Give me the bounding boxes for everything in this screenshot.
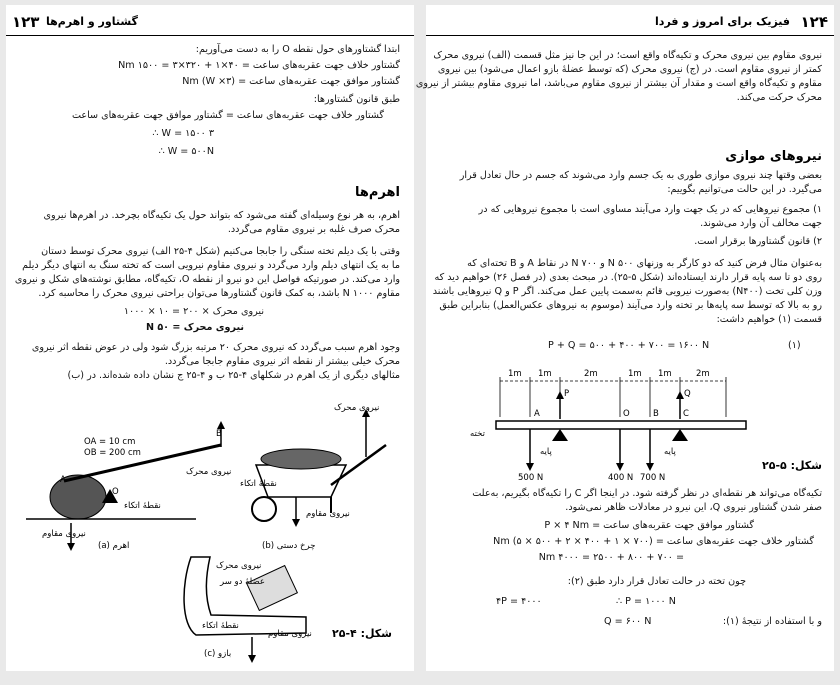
stand-label: پایه <box>664 447 676 457</box>
moving-force-label: نیروی محرک <box>186 467 232 477</box>
point-a-label: A <box>60 475 66 485</box>
arrow-head <box>646 463 654 471</box>
text-line: کمتر از نیروی مقاوم است. در (ج) نیروی محرک (که توسط عضلهٔ بازو اعمال می‌شود) بین نیروی <box>437 64 822 75</box>
text-line: طبق قانون گشتاورها: <box>313 94 400 105</box>
muscle-label: عضلهٔ دو سر <box>220 577 265 587</box>
text-line: تکیه‌گاه می‌تواند هر نقطه‌ای در نظر گرفته شود. در اینجا اگر C را تکیه‌گاه بگیریم، به‌علت <box>472 488 822 499</box>
text-line: محرک خیلی بیشتر از نقطه اثر نیروی مقاوم جابجا می‌گردد. <box>164 356 400 367</box>
page-number: ۱۲۴ <box>800 13 828 31</box>
text-line: و با استفاده از نتیجهٔ (۱): <box>722 616 822 627</box>
caption-c: بازو (c) <box>204 649 232 659</box>
point-a-label: A <box>534 409 540 419</box>
moving-force-label: نیروی محرک <box>216 561 262 571</box>
text-line: روی دو تا سه پایه قرار دارند ایستاده‌اند (شکل ۵-۲۵). در مبحث بعدی (در فصل ۲۶) خواهیم دید که <box>434 272 822 283</box>
text-line: مقاوم N ۱۰۰۰ باشد، به کمک قانون گشتاورها می‌توان براحتی نیروی محرک را محاسبه کرد. <box>38 288 400 299</box>
force-label-700: 700 N <box>640 473 666 483</box>
p-label: P <box>564 389 570 399</box>
stand-shape <box>672 429 688 441</box>
text-line: وارد می‌کند. در صورتیکه فواصل این دو نیرو از نقطه O، تکیه‌گاه، مطابق نوشته‌های شکل و نیروی <box>14 274 400 285</box>
section-title: نیروهای موازی <box>725 149 822 164</box>
text-line: وجود اهرم سبب می‌گردد که نیروی محرک ۲۰ مرتبه بزرگ شود ولی در عوض نقطه اثر نیروی <box>31 342 400 353</box>
equation: W = ۵۰۰N ∴ <box>158 146 214 157</box>
stand-label: پایه <box>540 447 552 457</box>
resistive-force-label: نیروی مقاوم <box>42 529 86 539</box>
equation: نیروی محرک = ۵۰ N <box>145 322 244 333</box>
text-line: ابتدا گشتاورهای حول نقطه O را به دست می‌آوریم: <box>195 44 400 55</box>
page-number: ۱۲۳ <box>12 13 40 31</box>
left-page-header <box>6 9 414 36</box>
dimension-label: 1m <box>628 369 642 379</box>
arrow-head <box>217 421 225 429</box>
text-line: اهرم، به هر نوع وسیله‌ای گفته می‌شود که بتواند حول یک تکیه‌گاه بچرخد. در اهرم‌ها نیروی <box>43 210 400 221</box>
text-line: به‌عنوان مثال فرض کنید که دو کارگر به وزنهای N ۵۰۰ و N ۷۰۰ در نقاط A و B تخته‌ای که <box>467 258 822 269</box>
text-line: محرک صرف غلبه بر نیروی مقاوم می‌گردد. <box>227 224 400 235</box>
text-line: صفر شدن گشتاور نیروی Q، این نیرو در معادلات ظاهر نمی‌شود. <box>565 502 822 513</box>
text-line: ما به یک انتهای دیلم وارد می‌گردد و نیروی مقاوم نیرویی است که تخته سنگ به انتهای دیگر دیلم <box>22 260 400 271</box>
equation: = ۷۰۰ + ۸۰۰ + ۲۵۰۰ = ۴۰۰۰ Nm <box>538 552 684 563</box>
board-shape <box>496 421 746 429</box>
right-page-header <box>426 9 834 36</box>
figure-label: شکل: ۵-۲۵ <box>762 459 822 472</box>
equation: گشتاور خلاف جهت عقربه‌های ساعت = (۷۰۰ × ۱ + ۴۰۰ × ۲ + ۵۰۰ × ۵) Nm <box>493 536 814 547</box>
arrow-head <box>616 463 624 471</box>
point-c-label: C <box>683 409 689 419</box>
text-line: مثالهای دیگری از یک اهرم در شکلهای ۴-۲۵ ب و ۴-۲۵ ج نشان داده شده‌اند. در (ب) <box>67 370 400 381</box>
text-line: قسمت (۱) خواهیم داشت: <box>716 314 822 325</box>
weight-block <box>247 566 298 611</box>
section-title: اهرم‌ها <box>355 185 400 200</box>
wheel-shape <box>252 497 276 521</box>
arrow-head <box>248 655 256 663</box>
equation: P + Q = ۵۰۰ + ۴۰۰ + ۷۰۰ = ۱۶۰۰ N <box>548 340 710 351</box>
right-page <box>415 5 834 671</box>
caption-a: اهرم (a) <box>98 541 130 551</box>
dimension-label: 1m <box>658 369 672 379</box>
equation: ۳ W = ۱۵۰۰ ∴ <box>152 128 214 139</box>
figure-label: شکل: ۴-۲۵ <box>332 627 392 640</box>
dimension-label: 1m <box>508 369 522 379</box>
fulcrum-label: نقطهٔ اتکاء <box>202 621 239 631</box>
text-line: رو به بالا که توسط سه پایه‌ها بر تخته وارد می‌آیند (موسوم به نیروهای عکس‌العمل) بنابراین طبق <box>439 300 822 311</box>
equation: Q = ۶۰۰ N <box>604 616 652 627</box>
text-line: ۲) قانون گشتاورها برقرار است. <box>694 236 822 247</box>
left-page <box>6 5 414 671</box>
rock-shape <box>50 475 106 519</box>
text-line: ۱) مجموع نیروهایی که در یک جهت وارد می‌آیند مساوی است با مجموع نیروهایی که در <box>478 204 822 215</box>
oa-label: OA = 10 cm <box>84 437 136 447</box>
resistive-force-label: نیروی مقاوم <box>306 509 350 519</box>
text-line: وقتی با یک دیلم تخته سنگی را جابجا می‌کنیم (شکل ۴-۲۵ الف) نیروی محرک توسط دستان <box>41 246 400 257</box>
wheelbarrow-load <box>261 449 341 469</box>
equation: گشتاور موافق جهت عقربه‌های ساعت = P × ۴ Nm <box>544 520 754 531</box>
board-label: تخته <box>470 429 485 439</box>
text-line: وزن کلی تخت (N۴۰۰) به‌صورت نیرویی قائم به‌سمت پایین عمل می‌کند. اگر P و Q نیروهایی باشند <box>432 286 822 297</box>
resistive-force-label: نیروی مقاوم <box>268 629 312 639</box>
point-o-label: O <box>112 487 119 497</box>
dimension-label: 1m <box>538 369 552 379</box>
point-b-label: B <box>216 429 222 439</box>
equation: نیروی محرک × ۲۰۰ = ۱۰ × ۱۰۰۰ <box>123 306 264 317</box>
force-label-500: 500 N <box>518 473 544 483</box>
text-line: نیروی مقاوم بین نیروی محرک و تکیه‌گاه واقع است؛ در این جا نیز مثل قسمت (الف) نیروی محرک <box>433 50 822 61</box>
moving-force-label: نیروی محرک <box>334 403 380 413</box>
force-label-400: 400 N <box>608 473 634 483</box>
q-label: Q <box>684 389 691 399</box>
arrow-head <box>556 391 564 399</box>
fulcrum-label: نقطهٔ اتکاء <box>124 501 161 511</box>
caption-b: چرخ دستی (b) <box>262 541 316 551</box>
dimension-label: 2m <box>584 369 598 379</box>
running-title: گشتاور و اهرم‌ها <box>46 15 138 28</box>
fulcrum-label: نقطهٔ اتکاء <box>240 479 277 489</box>
stand-shape <box>552 429 568 441</box>
arrow-head <box>676 391 684 399</box>
equation: ۴P = ۴۰۰۰ <box>496 596 542 607</box>
text-line: مقاوم و تکیه‌گاه واقع است و مقدار آن بیشتر از نیروی مقاوم می‌باشد، اما نیروی مقاوم بیشتر از نیروی <box>415 78 822 89</box>
dimension-label: 2m <box>696 369 710 379</box>
text-line: گشتاور خلاف جهت عقربه‌های ساعت = ۴۰×۱ + ۳۲۰×۳ = ۱۵۰۰ Nm <box>118 60 400 71</box>
arrow-head <box>67 543 75 551</box>
text-line: بعضی وقتها چند نیروی موازی طوری به یک جسم وارد می‌شوند که جسم در حال تعادل قرار <box>459 170 822 181</box>
arrow-head <box>292 519 300 527</box>
text-line: گشتاور خلاف جهت عقربه‌های ساعت = گشتاور موافق جهت عقربه‌های ساعت <box>71 110 384 121</box>
equation-number: (۱) <box>788 340 801 351</box>
text-line: گشتاور موافق جهت عقربه‌های ساعت = (W ×۳) Nm <box>182 76 400 87</box>
ob-label: OB = 200 cm <box>84 448 141 458</box>
equation: ∴ P = ۱۰۰۰ N <box>616 596 676 607</box>
arrow-head <box>526 463 534 471</box>
running-title: فیزیک برای امروز و فردا <box>655 15 790 28</box>
point-o-label: O <box>623 409 630 419</box>
text-line: جهت مخالف آن وارد می‌شوند. <box>700 218 822 229</box>
text-line: چون تخته در حالت تعادل قرار دارد طبق (۲): <box>567 576 746 587</box>
text-line: می‌گیرد. در این حالت می‌توانیم بگوییم: <box>667 184 822 195</box>
text-line: محرک حرکت می‌کند. <box>736 92 822 103</box>
point-b-label: B <box>653 409 659 419</box>
